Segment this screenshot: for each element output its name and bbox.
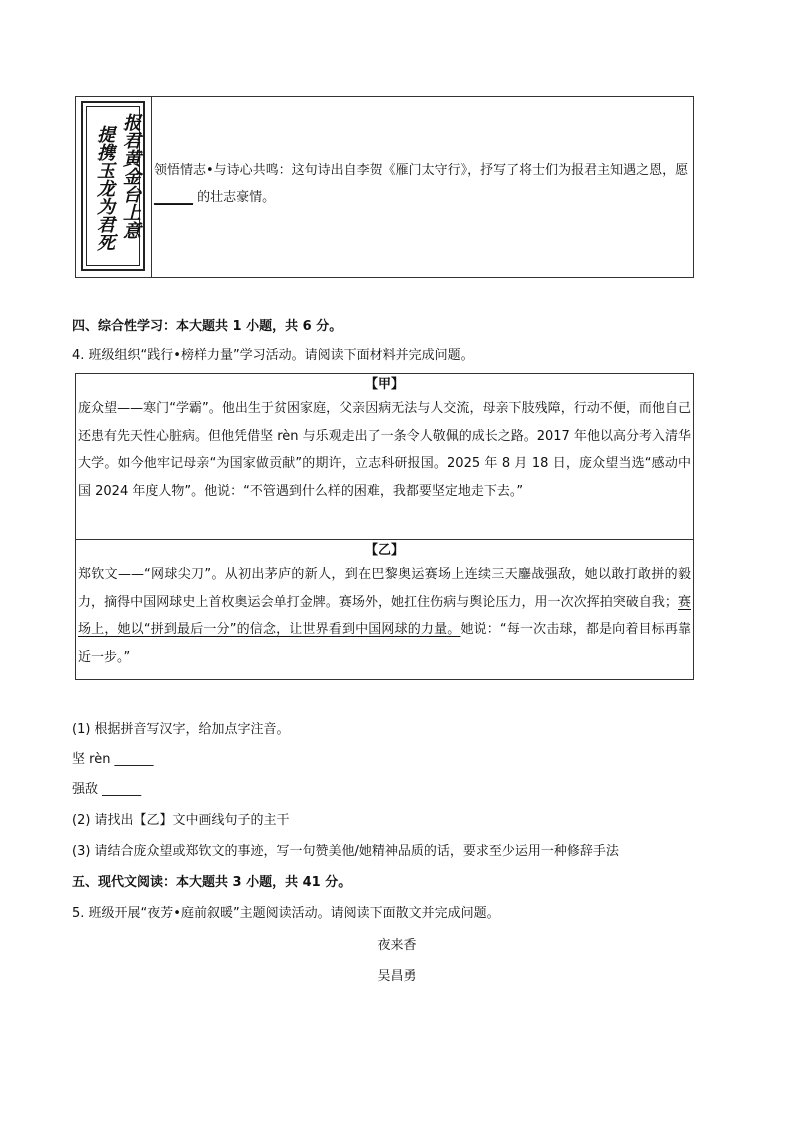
material-table: [75, 373, 694, 680]
question-4-1-a: 坚 rèn ______: [72, 752, 154, 767]
material-yi: [76, 540, 693, 679]
calligraphy-line-2: 提携玉龙为君死: [94, 125, 115, 251]
section-4-heading: 四、综合性学习：本大题共 1 小题，共 6 分。: [72, 319, 343, 334]
material-yi-text: 郑钦文——“网球尖刀”。从初出茅庐的新人，到在巴黎奥运赛场上连续三天鏖战强敌，她以敢打敢拼的毅力，摘得中国网球史上首枚奥运会单打金牌。赛场外，她扛住伤病与舆论压力，用一次次挥拍突破自我；赛场上，她以“拼到最后一分”的信念，让世界看到中国网球的力量。她说：“每一次击球，都是向着目标再靠近一步。”: [78, 567, 691, 665]
essay-author: 吴昌勇: [377, 969, 417, 984]
material-jia-label: 【甲】: [364, 377, 404, 392]
calligraphy-line-1: 报君黄金台上意: [120, 113, 141, 239]
question-4-1-b: 强敌 ______: [72, 782, 142, 797]
material-jia-text: 庞众望——寒门“学霸”。他出生于贫困家庭，父亲因病无法与人交流，母亲下肢残障，行动不便，而他自己还患有先天性心脏病。但他凭借坚 rèn 与乐观走出了一条令人敬佩的成长之路。2017 年他以高分考入清华大学。如今他牢记母亲“为国家做贡献”的期许，立志科研报国。2025 年 8 月 18 日，庞众望当选“感动中国 2024 年度人物”。他说：“不管遇到什么样的困难，我都要坚定地走下去。”: [78, 401, 691, 499]
question-4-1: (1) 根据拼音写汉字，给加点字注音。: [72, 722, 290, 737]
question-4-2: (2) 请找出【乙】文中画线句子的主干: [72, 813, 290, 828]
question-4-intro: 4. 班级组织“践行•榜样力量”学习活动。请阅读下面材料并完成问题。: [72, 348, 474, 363]
question-4-3: (3) 请结合庞众望或郑钦文的事迹，写一句赞美他/她精神品质的话，要求至少运用一种修辞手法: [72, 844, 619, 859]
section-5-heading: 五、现代文阅读：本大题共 3 小题，共 41 分。: [72, 875, 352, 890]
underlined-sentence: 赛场上，她以“拼到最后一分”的信念，让世界看到中国网球的力量。: [78, 594, 691, 637]
essay-title: 夜来香: [377, 938, 417, 953]
poem-appreciation-table: [75, 96, 694, 278]
calligraphy-image: [81, 101, 145, 271]
material-yi-label: 【乙】: [364, 543, 404, 558]
answer-blank[interactable]: ______: [154, 190, 193, 205]
question-5-intro: 5. 班级开展“夜芳•庭前叙暖”主题阅读活动。请阅读下面散文并完成问题。: [72, 906, 500, 921]
appreciation-text: 领悟情志•与诗心共鸣：这句诗出自李贺《雁门太守行》，抒写了将士们为报君主知遇之恩，愿 ______ 的壮志豪情。: [154, 163, 689, 205]
material-jia: [76, 374, 693, 540]
calligraphy-cell: [76, 97, 152, 277]
